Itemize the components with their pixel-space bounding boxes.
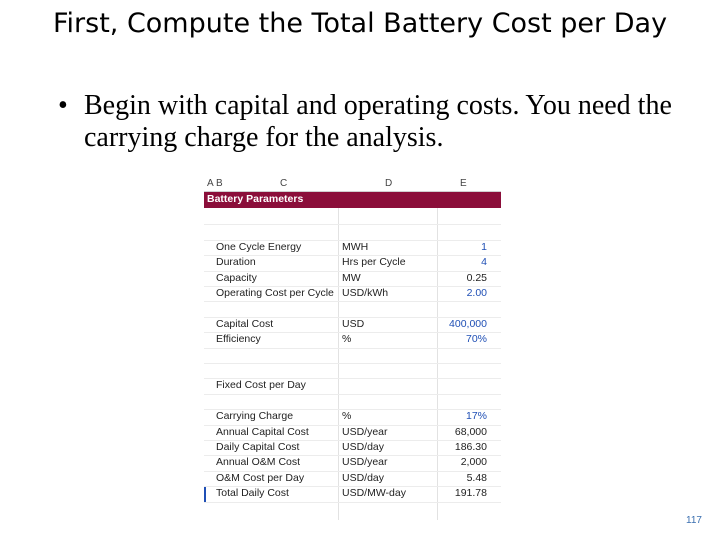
row-value: 5.48 bbox=[466, 471, 487, 484]
row-unit: USD/MW-day bbox=[342, 487, 406, 500]
row-value: 191.78 bbox=[454, 487, 487, 500]
table-row bbox=[204, 455, 501, 471]
row-unit: USD/day bbox=[342, 441, 385, 453]
row-label: O&M Cost per Day bbox=[216, 471, 305, 484]
column-header-b: B bbox=[216, 178, 223, 189]
table-row bbox=[204, 286, 501, 302]
slide-title: First, Compute the Total Battery Cost per Day bbox=[52, 8, 668, 39]
row-label: Daily Capital Cost bbox=[216, 441, 300, 453]
table-row bbox=[204, 363, 501, 379]
row-label: One Cycle Energy bbox=[216, 240, 302, 253]
table-row bbox=[204, 440, 501, 456]
table-banner bbox=[204, 192, 501, 208]
table-row bbox=[204, 224, 501, 240]
table-row bbox=[204, 255, 501, 271]
table-row bbox=[204, 332, 501, 348]
banner-label: Battery Parameters bbox=[207, 193, 304, 205]
bullet-point bbox=[58, 90, 678, 154]
row-value: 186.30 bbox=[454, 441, 487, 453]
table-row bbox=[204, 271, 501, 287]
table-row bbox=[204, 471, 501, 487]
page-number: 117 bbox=[686, 515, 702, 526]
row-label: Capital Cost bbox=[216, 317, 274, 330]
row-label: Efficiency bbox=[216, 333, 261, 346]
row-unit: USD/year bbox=[342, 456, 388, 469]
row-label: Carrying Charge bbox=[216, 410, 294, 423]
bullet-symbol: • bbox=[58, 90, 68, 121]
row-value: 17% bbox=[465, 410, 487, 423]
row-unit: % bbox=[342, 333, 352, 346]
table-row bbox=[204, 348, 501, 364]
row-unit: MWH bbox=[342, 240, 369, 253]
row-label: Total Daily Cost bbox=[216, 487, 289, 500]
table-row bbox=[204, 317, 501, 333]
table-row bbox=[204, 394, 501, 410]
row-value: 2.00 bbox=[466, 287, 487, 299]
row-value: 0.25 bbox=[466, 271, 487, 284]
table-row bbox=[204, 301, 501, 317]
row-label: Operating Cost per Cycle bbox=[216, 287, 334, 299]
table-row bbox=[204, 240, 501, 256]
row-unit: Hrs per Cycle bbox=[342, 256, 406, 269]
active-cell-marker bbox=[204, 487, 206, 502]
column-header-e: E bbox=[460, 178, 467, 189]
table-row bbox=[204, 409, 501, 425]
row-value: 400,000 bbox=[449, 317, 487, 330]
row-value: 4 bbox=[481, 256, 487, 269]
row-unit: USD bbox=[342, 317, 365, 330]
row-unit: USD/day bbox=[342, 471, 385, 484]
row-unit: MW bbox=[342, 271, 361, 284]
row-label: Fixed Cost per Day bbox=[216, 379, 306, 392]
row-value: 70% bbox=[465, 333, 487, 346]
table-row bbox=[204, 425, 501, 441]
column-header-a: A bbox=[207, 178, 214, 189]
row-unit: USD/kWh bbox=[342, 287, 389, 299]
row-value: 2,000 bbox=[460, 456, 487, 469]
row-unit: USD/year bbox=[342, 425, 388, 438]
row-value: 1 bbox=[481, 240, 487, 253]
column-header-c: C bbox=[280, 178, 288, 189]
bullet-text: Begin with capital and operating costs. You need the carrying charge for the analysis. bbox=[84, 90, 672, 153]
row-label: Capacity bbox=[216, 271, 257, 284]
row-value: 68,000 bbox=[454, 425, 487, 438]
column-header-row bbox=[204, 177, 501, 192]
table-row bbox=[204, 486, 501, 502]
column-header-d: D bbox=[385, 178, 393, 189]
table-row bbox=[204, 378, 501, 394]
row-unit: % bbox=[342, 410, 352, 423]
spreadsheet-screenshot bbox=[204, 177, 501, 520]
row-label: Duration bbox=[216, 256, 256, 269]
table-row bbox=[204, 209, 501, 225]
row-label: Annual O&M Cost bbox=[216, 456, 301, 469]
row-label: Annual Capital Cost bbox=[216, 425, 309, 438]
